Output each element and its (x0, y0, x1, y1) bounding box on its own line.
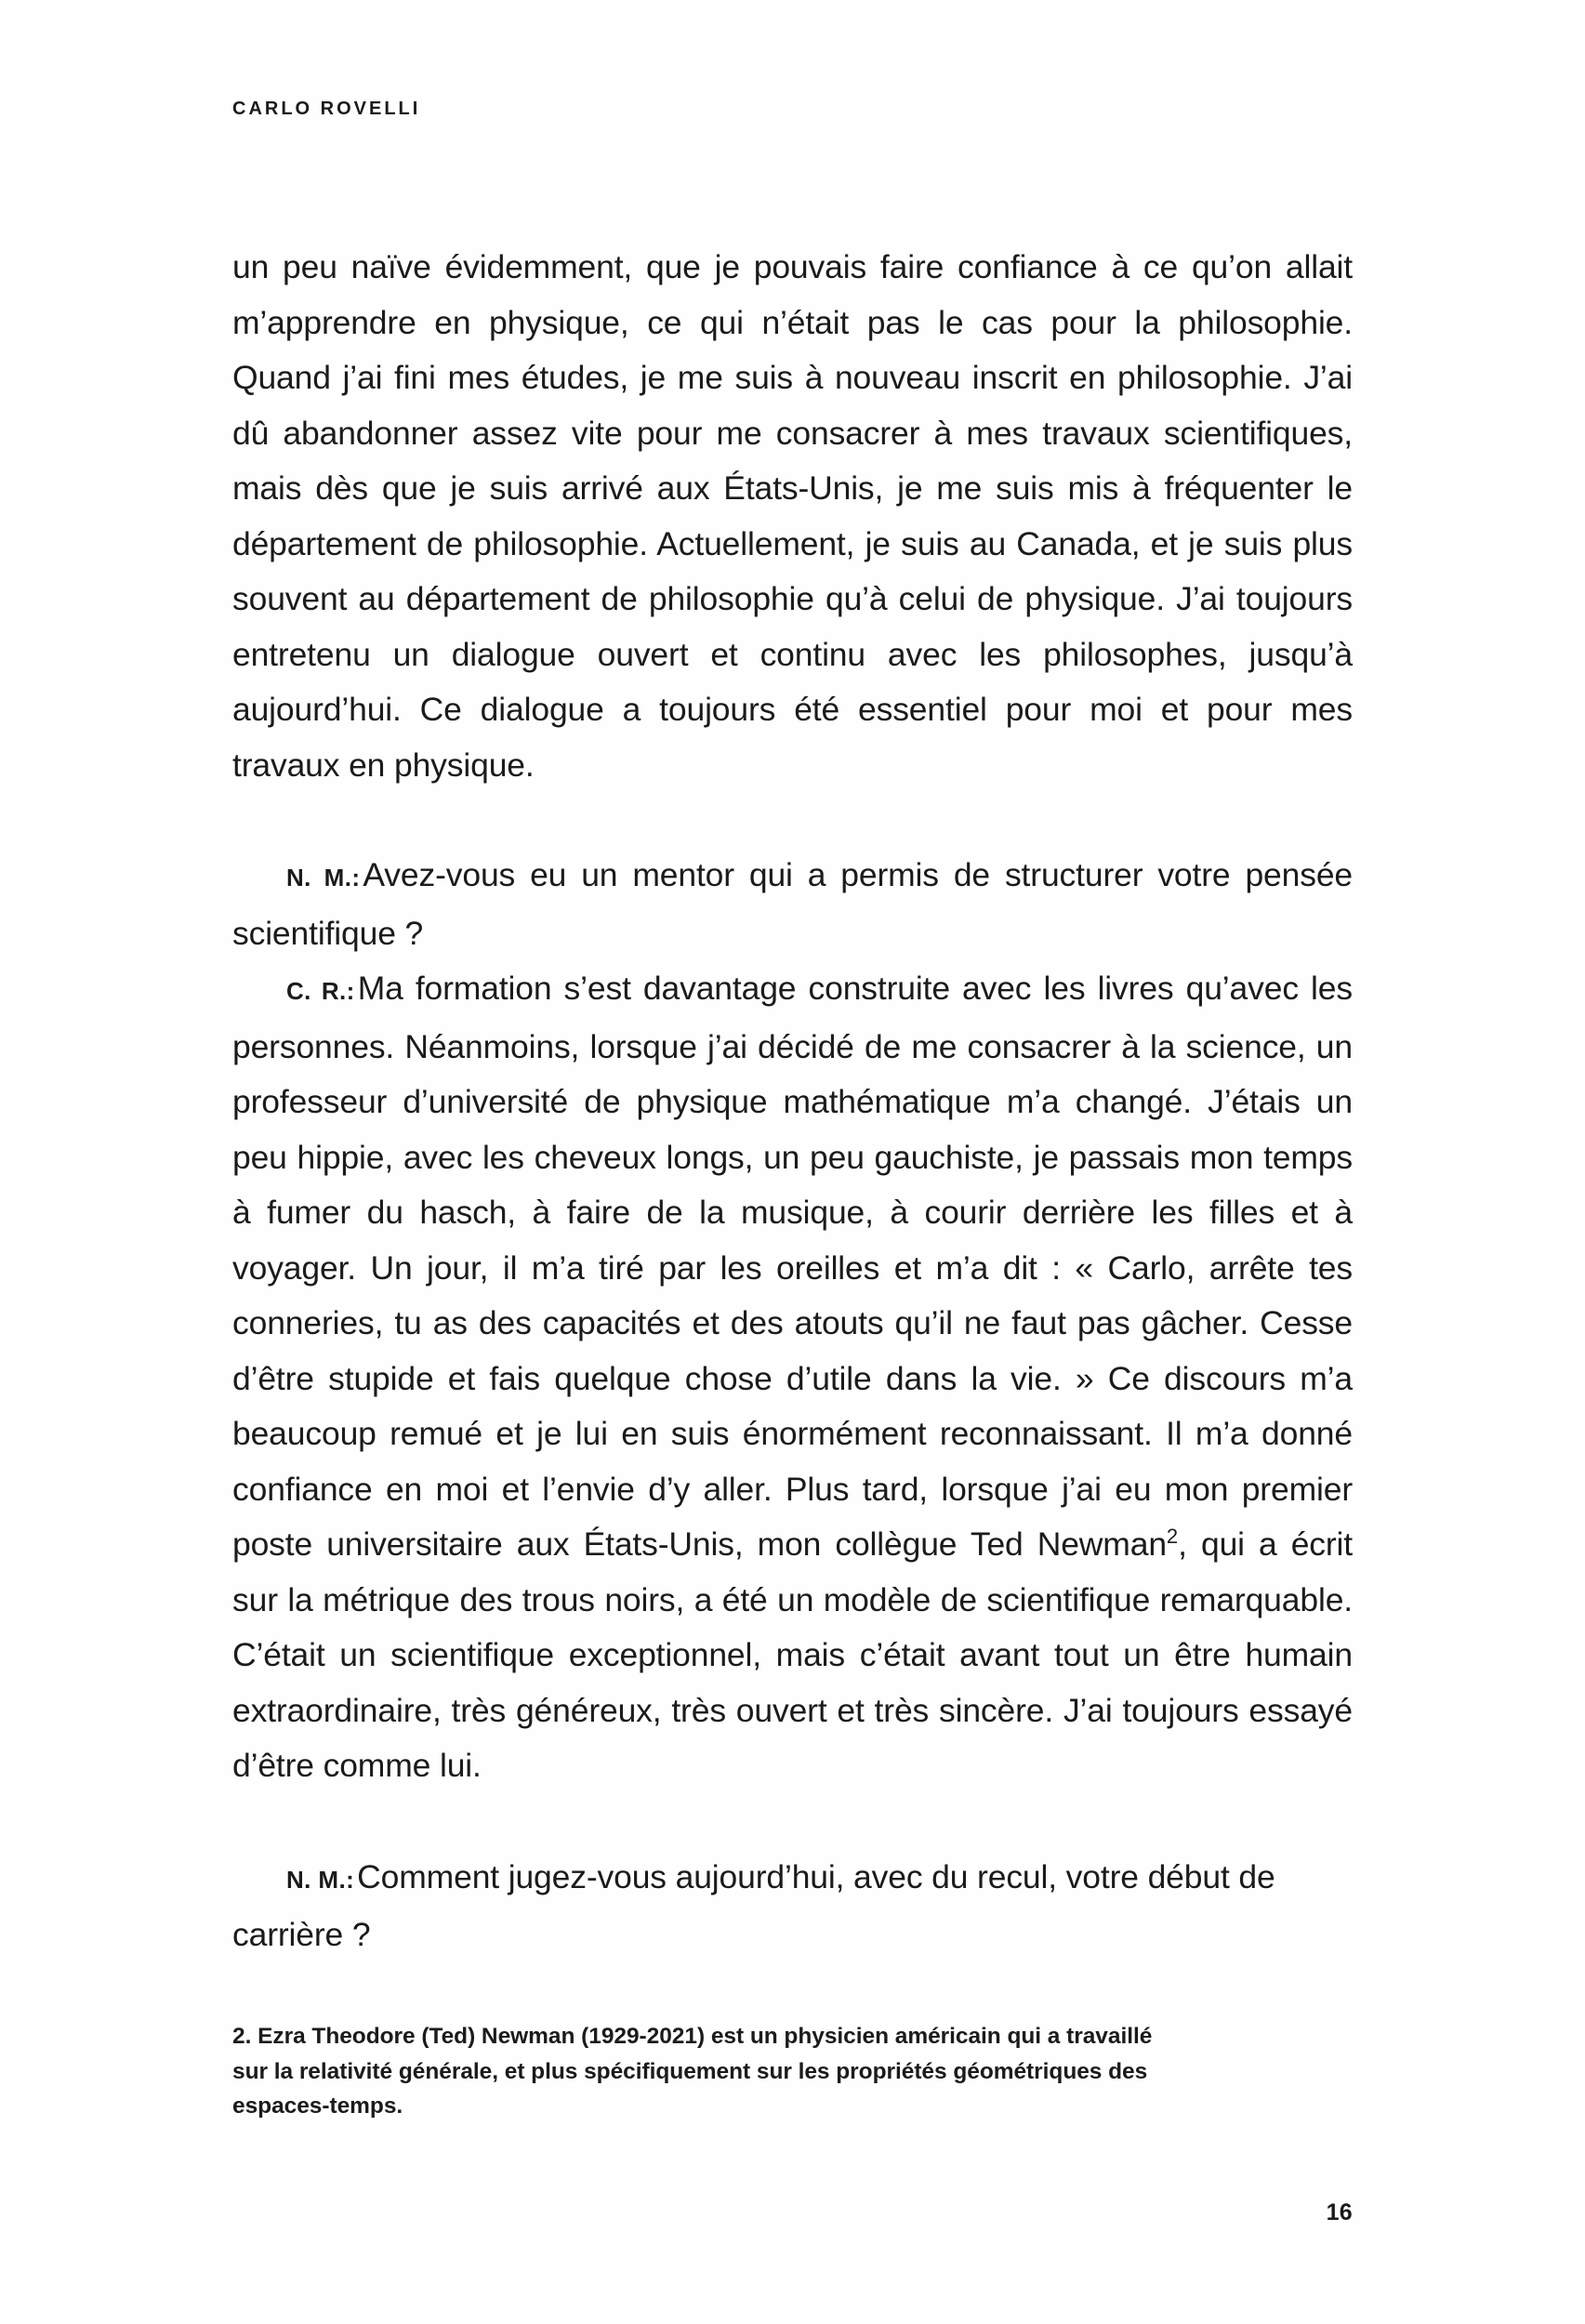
question-text: Avez-vous eu un mentor qui a permis de structurer votre pensée scientifique ? (232, 856, 1354, 952)
speaker-label-nm: N. M.: (286, 864, 361, 891)
question-text: Comment jugez-vous aujourd’hui, avec du recul, votre début de carrière ? (232, 1857, 1275, 1953)
page-number: 16 (1326, 2199, 1353, 2225)
paragraph-spacer (232, 1794, 1353, 1850)
qa-exchange-question-2 (232, 1850, 1353, 1963)
speaker-label-cr: C. R.: (286, 977, 355, 1005)
footnote-block (232, 2019, 1162, 2124)
qa-exchange-answer-1 (232, 961, 1353, 1794)
footnote-reference-marker[interactable]: 2 (1166, 1525, 1179, 1549)
footnote-text: 2. Ezra Theodore (Ted) Newman (1929-2021) est un physicien américain qui a travaillé sur la relativité générale, et plus spécifiquement sur les propriétés géométriques des espaces-temps. (232, 2024, 1153, 2119)
speaker-label-nm: N. M.: (286, 1865, 355, 1894)
answer-text-part-2: , qui a écrit sur la métrique des trous noirs, a été un modèle de scientifique remarquable. C’était un scientifique exceptionnel, mais c’était avant tout un être humain extraordinaire, très généreux, très ouvert et très sincère. J’ai toujours essayé d’être comme lui. (232, 1525, 1354, 1784)
answer-text-part-1: Ma formation s’est davantage construite avec les livres qu’avec les personnes. Néanmoins, lorsque j’ai décidé de me consacrer à la science, un professeur d’université de physique mathématique m’a changé. J’étais un peu hippie, avec les cheveux longs, un peu gauchiste, je passais mon temps à fumer du hasch, à faire de la musique, à courir derrière les filles et à voyager. Un jour, il m’a tiré par les oreilles et m’a dit : « Carlo, arrête tes conneries, tu as des capacités et des atouts qu’il ne faut pas gâcher. Cesse d’être stupide et fais quelque chose d’utile dans la vie. » Ce discours m’a beaucoup remué et je lui en suis énormément reconnaissant. Il m’a donné confiance en moi et l’envie d’y aller. Plus tard, lorsque j’ai eu mon premier poste universitaire aux États-Unis, mon collègue Ted Newman (232, 970, 1353, 1563)
text-column (232, 240, 1353, 1963)
paragraph-continuation: un peu naïve évidemment, que je pouvais faire confiance à ce qu’on allait m’apprendre en physique, ce qui n’était pas le cas pour la philosophie. Quand j’ai fini mes études, je me suis à nouveau inscrit en philosophie. J’ai dû abandonner assez vite pour me consacrer à mes travaux scientifiques, mais dès que je suis arrivé aux États-Unis, je me suis mis à fréquenter le département de philosophie. Actuellement, je suis au Canada, et je suis plus souvent au département de philosophie qu’à celui de physique. J’ai toujours entretenu un dialogue ouvert et continu avec les philosophes, jusqu’à aujourd’hui. Ce dialogue a toujours été essentiel pour moi et pour mes travaux en physique. (232, 248, 1353, 784)
qa-exchange-question-1 (232, 848, 1353, 961)
running-header: CARLO ROVELLI (232, 99, 421, 119)
paragraph-spacer (232, 793, 1353, 848)
